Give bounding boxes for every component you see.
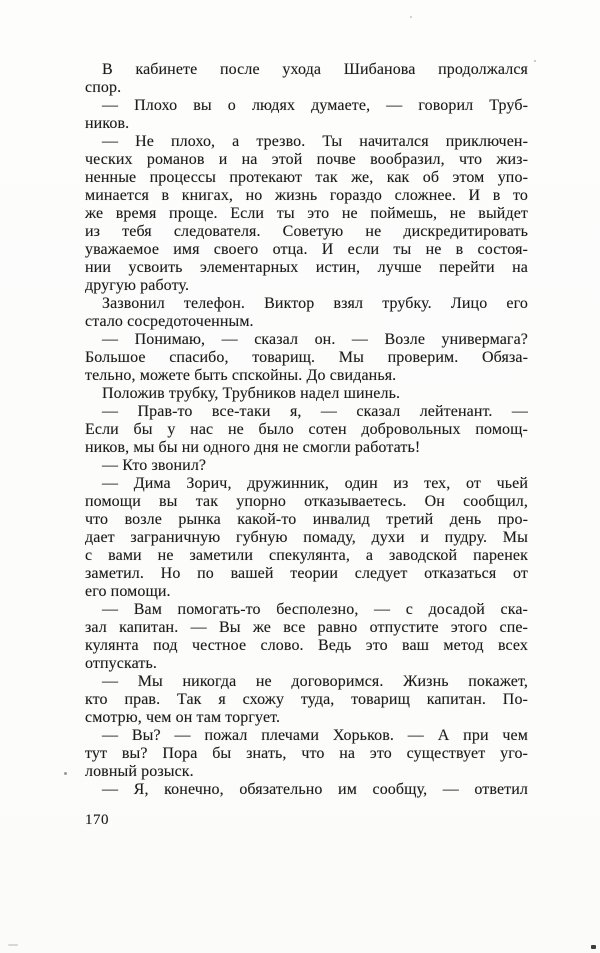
- text-block: [85, 61, 528, 799]
- scan-speck: [534, 60, 536, 62]
- page-number: 170: [85, 812, 109, 828]
- text-line: уважаемое имя своего отца. И если ты не в состоя-: [85, 241, 528, 258]
- text-line: заметил. Но по вашей теории следует отказаться от: [85, 565, 528, 582]
- text-line: — Понимаю, — сказал он. — Возле универмага?: [102, 331, 528, 348]
- text-line: помощи вы так упорно отказываетесь. Он сообщил,: [85, 493, 528, 510]
- text-line: Зазвонил телефон. Виктор взял трубку. Лицо его: [102, 295, 528, 312]
- text-line: Большое спасибо, товарищ. Мы проверим. Обяза-: [85, 349, 528, 366]
- text-line: — Вы? — пожал плечами Хорьков. — А при чем: [102, 727, 528, 744]
- text-line: Положив трубку, Трубников надел шинель.: [102, 385, 401, 402]
- text-line: минается в книгах, но жизнь гораздо сложнее. И в то: [85, 187, 528, 204]
- text-line: ловный розыск.: [85, 763, 194, 780]
- text-line: — Кто звонил?: [102, 457, 207, 474]
- text-line: тельно, можете быть спскойны. До свиданья.: [85, 367, 397, 384]
- text-line: зал капитан. — Вы же все равно отпустите этого спе-: [85, 619, 528, 636]
- text-line: что возле рынка какой-то инвалид третий день про-: [85, 511, 528, 528]
- text-line: кто прав. Так я схожу туда, товарищ капитан. По-: [85, 691, 528, 708]
- text-line: же время проще. Если ты это не поймешь, не выйдет: [85, 205, 528, 222]
- text-line: его помощи.: [85, 583, 171, 600]
- text-line: с вами не заметили спекулянта, а заводской паренек: [85, 547, 528, 564]
- scan-speck: [64, 772, 67, 775]
- text-line: стало сосредоточенным.: [85, 313, 254, 330]
- text-line: — Дима Зорич, дружинник, один из тех, от чьей: [102, 475, 528, 492]
- text-line: — Я, конечно, обязательно им сообщу, — ответил: [102, 781, 528, 798]
- text-line: из тебя следователя. Советую не дискредитировать: [85, 223, 528, 240]
- text-line: тут вы? Пора бы знать, что на это существует уго-: [85, 745, 528, 762]
- text-line: кулянта под честное слово. Ведь это ваш метод всех: [85, 637, 528, 654]
- text-line: — Вам помогать-то бесполезно, — с досадой ска-: [102, 601, 528, 618]
- text-line: спор.: [85, 79, 122, 96]
- scan-speck: [591, 945, 596, 949]
- text-line: смотрю, чем он там торгует.: [85, 709, 281, 726]
- text-line: дает заграничную губную помаду, духи и пудру. Мы: [85, 529, 528, 546]
- text-line: ников.: [85, 115, 130, 132]
- text-line: другую работу.: [85, 277, 190, 294]
- text-line: нии усвоить элементарных истин, лучше перейти на: [85, 259, 528, 276]
- scan-speck: [8, 944, 18, 946]
- text-line: ческих романов и на этой почве вообразил, что жиз-: [85, 151, 528, 168]
- text-line: ников, мы бы ни одного дня не смогли работать!: [85, 439, 421, 456]
- text-line: — Прав-то все-таки я, — сказал лейтенант. —: [102, 403, 528, 420]
- text-line: — Не плохо, а трезво. Ты начитался приключен-: [102, 133, 528, 150]
- text-line: — Мы никогда не договоримся. Жизнь покажет,: [102, 673, 528, 690]
- text-line: ненные процессы протекают так же, как об этом упо-: [85, 169, 528, 186]
- text-line: Если бы у нас не было сотен добровольных помощ-: [85, 421, 528, 438]
- text-line: отпускать.: [85, 655, 157, 672]
- text-line: — Плохо вы о людях думаете, — говорил Труб-: [102, 97, 528, 114]
- scan-speck: [410, 16, 412, 18]
- text-line: В кабинете после ухода Шибанова продолжался: [102, 61, 528, 78]
